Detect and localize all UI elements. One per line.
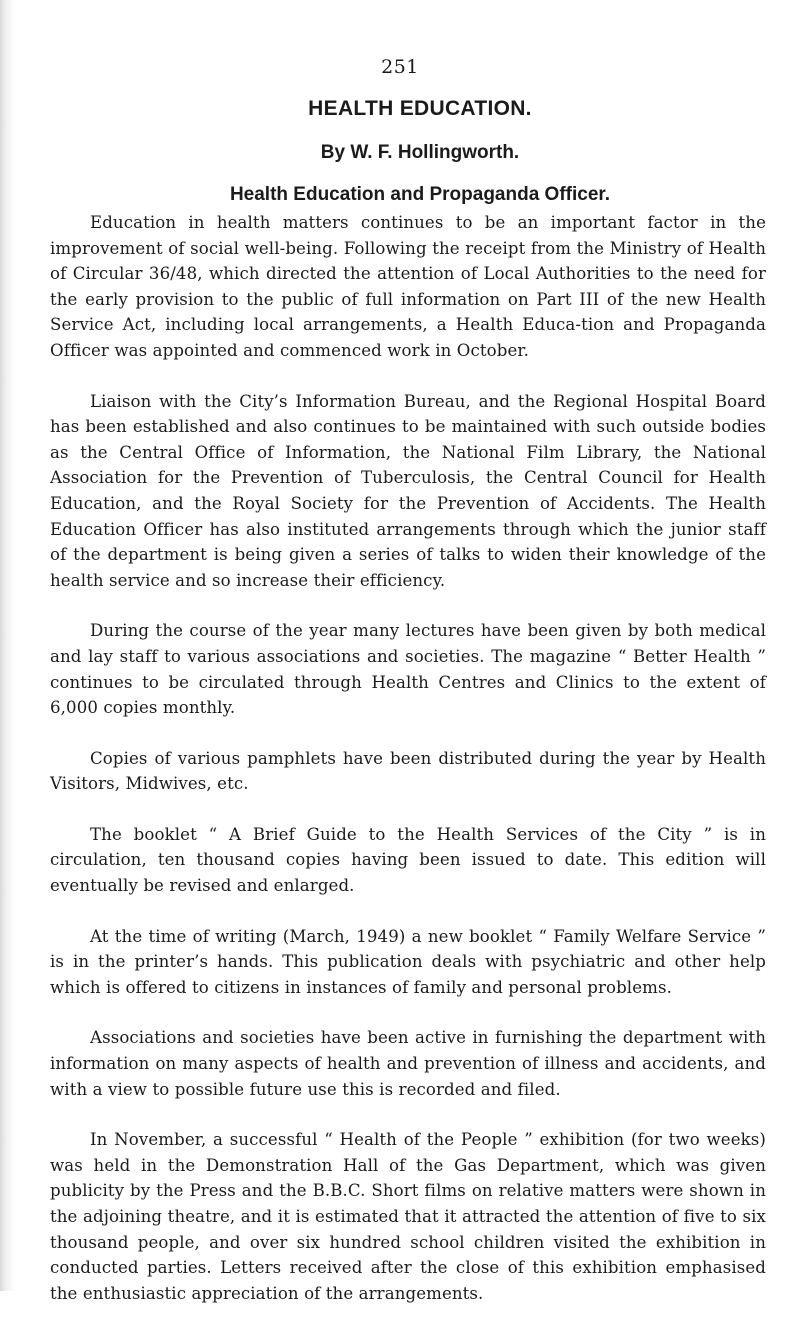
paragraph: The booklet “ A Brief Guide to the Health Services of the City ” is in circulation, ten thousand copies having been issued to date. This edition will eventually be revised and enlarged. xyxy=(50,824,766,896)
body-text xyxy=(50,210,766,1331)
paragraph: During the course of the year many lectures have been given by both medical and lay staff to various associations and societies. The magazine “ Better Health ” continues to be circulated through Health Centres and Clinics to the extent of 6,000 copies monthly. xyxy=(50,621,766,718)
page-number: 251 xyxy=(381,56,419,78)
paragraph: At the time of writing (March, 1949) a new booklet “ Family Welfare Service ” is in the printer’s hands. This publication deals with psychiatric and other help which is offered to citizens in instances of family and personal problems. xyxy=(50,926,766,997)
paragraph: Education in health matters continues to be an important factor in the improvement of social well-being. Following the receipt from the Ministry of Health of Circular 36/48, which directed the attention of Local Authorities to the need for the early provision to the public of full information on Part III of the new Health Service Act, including local arrangements, a Health Educa-tion and Propaganda Officer was appointed and commenced work in October. xyxy=(50,213,766,360)
paragraph: Liaison with the City’s Information Bureau, and the Regional Hospital Board has been established and also continues to be maintained with such outside bodies as the Central Office of Information, the National Film Library, the National Association for the Prevention of Tuberculosis, the Central Council for Health Education, and the Royal Society for the Prevention of Accidents. The Health Education Officer has also instituted arrangements through which the junior staff of the department is being given a series of talks to widen their knowledge of the health service and so increase their efficiency. xyxy=(50,391,766,590)
paragraph: In November, a successful “ Health of the People ” exhibition (for two weeks) was held in the Demonstration Hall of the Gas Department, which was given publicity by the Press and the B.B.C. Short films on relative matters were shown in the adjoining theatre, and it is estimated that it attracted the attention of five to six thousand people, and over six hundred school children visited the exhibition in conducted parties. Letters received after the close of this exhibition emphasised the enthusiastic appreciation of the arrangements. xyxy=(50,1130,766,1303)
paragraph: Copies of various pamphlets have been distributed during the year by Health Visitors, Midwives, etc. xyxy=(50,748,766,794)
page-title: HEALTH EDUCATION. xyxy=(308,97,532,120)
author-byline: By W. F. Hollingworth. xyxy=(320,142,520,163)
page-edge-shadow xyxy=(0,0,14,1291)
paragraph: Associations and societies have been active in furnishing the department with information on many aspects of health and prevention of illness and accidents, and with a view to possible future use this is recorded and filed. xyxy=(50,1028,766,1099)
author-role: Health Education and Propaganda Officer. xyxy=(229,184,611,205)
